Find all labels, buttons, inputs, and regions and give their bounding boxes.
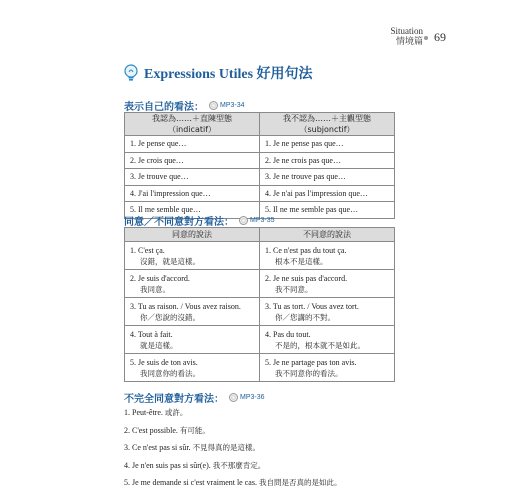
audio-track-label: MP3-35 <box>250 217 275 224</box>
table-cell <box>260 354 395 382</box>
audio-track[interactable] <box>229 393 265 402</box>
table-cell <box>125 354 260 382</box>
chinese-translation: 就是這樣。 <box>140 340 178 350</box>
list-item <box>124 422 341 440</box>
table-row <box>125 354 395 382</box>
french-phrase: 5. Je ne partage pas ton avis. <box>265 357 357 367</box>
french-phrase: 1. Peut-être. <box>124 408 163 417</box>
table-cell <box>260 242 395 270</box>
french-phrase: 1. Ce n'est pas du tout ça. <box>265 245 347 255</box>
table-cell: 3. Je trouve que… <box>125 169 260 186</box>
chinese-translation: 不見得真的是這樣。 <box>192 443 261 452</box>
french-phrase: 2. Je ne suis pas d'accord. <box>265 273 348 283</box>
french-phrase: 1. C'est ça. <box>130 245 165 255</box>
section-heading-text: 表示自己的看法： <box>124 102 204 113</box>
chinese-translation: 你／您講的不對。 <box>275 312 335 322</box>
chinese-translation: 我不同意。 <box>275 284 313 294</box>
table-cell <box>125 298 260 326</box>
chinese-translation: 或許。 <box>164 408 188 417</box>
chinese-translation: 根本不是這樣。 <box>275 256 328 266</box>
opinion-table <box>124 112 395 219</box>
section-heading <box>124 213 275 228</box>
dot-icon <box>424 36 428 40</box>
page-number-text: 69 <box>434 30 446 44</box>
french-phrase: 5. Je me demande si c'est vraiment le cas. <box>124 478 257 487</box>
table-cell <box>125 242 260 270</box>
audio-track[interactable] <box>209 101 245 110</box>
table-cell: 4. Je n'ai pas l'impression que… <box>260 185 395 202</box>
audio-track-label: MP3-36 <box>240 394 265 401</box>
list-item <box>124 457 341 475</box>
column-header: 不同意的說法 <box>260 228 395 242</box>
table-row <box>125 270 395 298</box>
table-cell: 4. J'ai l'impression que… <box>125 185 260 202</box>
french-phrase: 2. C'est possible. <box>124 425 178 435</box>
table-cell <box>125 270 260 298</box>
table-row <box>125 136 395 153</box>
table-cell: 1. Je ne pense pas que… <box>260 136 395 153</box>
french-phrase: 4. Pas du tout. <box>265 329 311 339</box>
page-number <box>424 30 446 45</box>
audio-track[interactable] <box>239 216 275 225</box>
table-cell: 2. Je ne crois pas que… <box>260 152 395 169</box>
table-cell: 3. Je ne trouve pas que… <box>260 169 395 186</box>
table-row <box>125 169 395 186</box>
chinese-translation: 我同意你的看法。 <box>140 368 200 378</box>
list-item <box>124 439 341 457</box>
chinese-translation: 不是的，根本就不是如此。 <box>275 340 365 350</box>
running-header <box>386 26 423 48</box>
cd-icon <box>239 216 248 225</box>
table-row <box>125 152 395 169</box>
audio-track-label: MP3-34 <box>220 102 245 109</box>
section-heading <box>124 98 245 113</box>
french-phrase: 2. Je suis d'accord. <box>130 273 190 283</box>
column-header: 我認為……＋直陳型態（indicatif） <box>125 113 260 136</box>
agreement-table <box>124 227 395 382</box>
french-phrase: 3. Tu as raison. / Vous avez raison. <box>130 301 241 311</box>
french-phrase: 4. Je n'en suis pas si sûr(e). <box>124 460 211 470</box>
section-heading <box>124 390 265 405</box>
phrase-list <box>124 404 341 492</box>
section-name-en: Situation <box>390 26 423 36</box>
chinese-translation: 有可能。 <box>179 425 210 435</box>
chinese-translation: 我不那麼肯定。 <box>212 460 266 470</box>
chinese-translation: 我同意。 <box>140 284 170 294</box>
section-heading-text: 不完全同意對方看法： <box>124 394 224 405</box>
page-title-text: Expressions Utiles 好用句法 <box>144 67 313 82</box>
list-item <box>124 404 341 422</box>
table-header-row <box>125 228 395 242</box>
table-row <box>125 298 395 326</box>
cd-icon <box>209 101 218 110</box>
french-phrase: 3. Ce n'est pas si sûr. <box>124 443 191 452</box>
section-heading-text: 同意／不同意對方看法： <box>124 217 234 228</box>
column-header: 同意的說法 <box>125 228 260 242</box>
table-cell <box>260 326 395 354</box>
cd-icon <box>229 393 238 402</box>
table-cell <box>260 298 395 326</box>
chinese-translation: 沒錯，就是這樣。 <box>140 256 200 266</box>
table-cell <box>260 270 395 298</box>
table-row <box>125 185 395 202</box>
french-phrase: 4. Tout à fait. <box>130 329 173 339</box>
table-header-row <box>125 113 395 136</box>
lightbulb-icon <box>124 64 138 82</box>
french-phrase: 5. Je suis de ton avis. <box>130 357 198 367</box>
french-phrase: 3. Tu as tort. / Vous avez tort. <box>265 301 359 311</box>
chinese-translation: 我自問是否真的是如此。 <box>258 478 342 487</box>
section-name-zh: 情境篇 <box>395 37 423 47</box>
table-cell: 5. Il me semble que… <box>125 202 260 219</box>
table-row <box>125 326 395 354</box>
list-item <box>124 474 341 492</box>
page-title <box>124 63 313 83</box>
chinese-translation: 你／您說的沒錯。 <box>140 312 200 322</box>
column-header: 我不認為……＋主觀型態（subjonctif） <box>260 113 395 136</box>
table-cell: 2. Je crois que… <box>125 152 260 169</box>
table-cell: 5. Il ne me semble pas que… <box>260 202 395 219</box>
chinese-translation: 我不同意你的看法。 <box>275 368 343 378</box>
table-cell: 1. Je pense que… <box>125 136 260 153</box>
table-cell <box>125 326 260 354</box>
table-row <box>125 242 395 270</box>
